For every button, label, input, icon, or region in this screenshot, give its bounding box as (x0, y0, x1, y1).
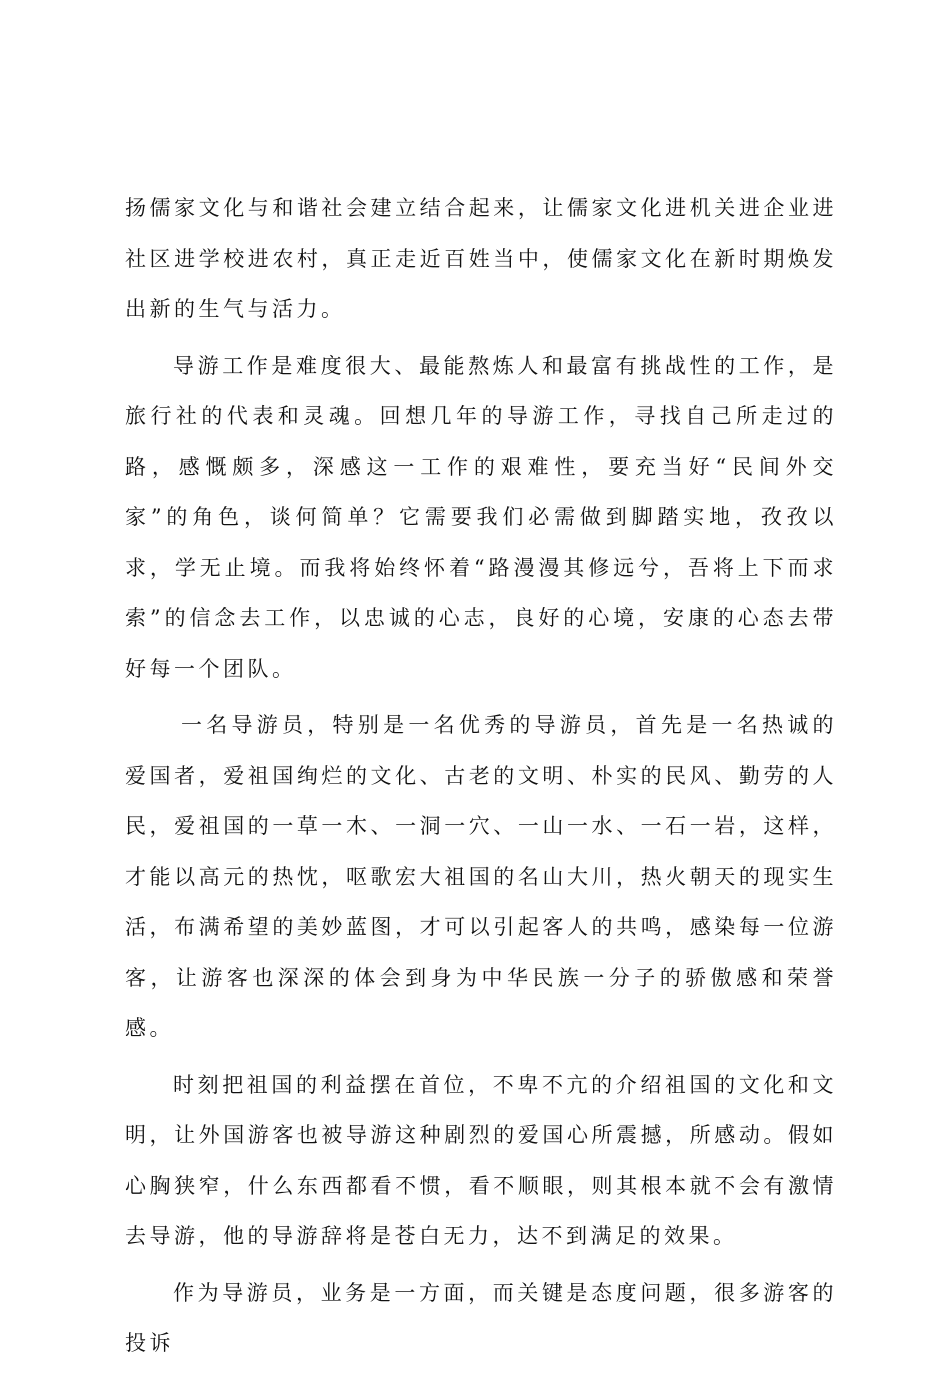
paragraph-4: 时刻把祖国的利益摆在首位，不卑不亢的介绍祖国的文化和文明，让外国游客也被导游这种剧烈的爱国心所震撼，所感动。假如心胸狭窄，什么东西都看不惯，看不顺眼，则其根本就不会有激情去导游，他的导游辞将是苍白无力，达不到满足的效果。 (125, 1072, 837, 1248)
paragraph-2: 导游工作是难度很大、最能熬炼人和最富有挑战性的工作，是旅行社的代表和灵魂。回想几年的导游工作，寻找自己所走过的路，感慨颇多，深感这一工作的艰难性，要充当好“民间外交家”的角色，谈何简单？它需要我们必需做到脚踏实地，孜孜以求，学无止境。而我将始终怀着“路漫漫其修远兮，吾将上下而求索”的信念去工作，以忠诚的心志，良好的心境，安康的心态去带好每一个团队。 (125, 353, 837, 681)
paragraph-1: 扬儒家文化与和谐社会建立结合起来，让儒家文化进机关进企业进社区进学校进农村，真正走近百姓当中，使儒家文化在新时期焕发出新的生气与活力。 (125, 196, 837, 321)
paragraph-5: 作为导游员，业务是一方面，而关键是态度问题，很多游客的投诉 (125, 1280, 837, 1355)
paragraph-3: 一名导游员，特别是一名优秀的导游员，首先是一名热诚的爱国者，爱祖国绚烂的文化、古老的文明、朴实的民风、勤劳的人民，爱祖国的一草一木、一洞一穴、一山一水、一石一岩，这样，才能以高元的热忱，呕歌宏大祖国的名山大川，热火朝天的现实生活，布满希望的美妙蓝图，才可以引起客人的共鸣，感染每一位游客，让游客也深深的体会到身为中华民族一分子的骄傲感和荣誉感。 (125, 713, 837, 1040)
document-body (125, 183, 837, 1375)
